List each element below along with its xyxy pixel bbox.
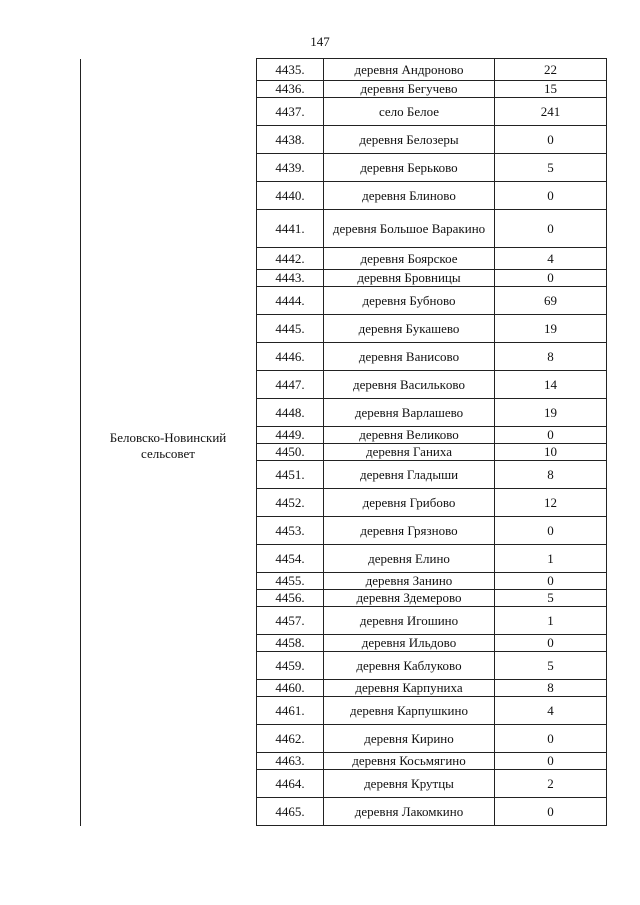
population-value: 0 (495, 753, 607, 770)
population-value: 12 (495, 489, 607, 517)
settlement-name: деревня Здемерово (324, 590, 495, 607)
table-row (81, 680, 607, 697)
row-number: 4457. (257, 607, 324, 635)
population-value: 0 (495, 517, 607, 545)
population-value: 10 (495, 444, 607, 461)
row-gap-cell (81, 590, 257, 607)
population-value: 5 (495, 154, 607, 182)
row-gap-cell (81, 697, 257, 725)
settlement-name: деревня Бровницы (324, 270, 495, 287)
row-gap-cell (81, 182, 257, 210)
settlement-name: деревня Карпушкино (324, 697, 495, 725)
row-number: 4437. (257, 98, 324, 126)
district-name-line-2: сельсовет (141, 446, 195, 461)
table-row (81, 573, 607, 590)
settlement-name: деревня Занино (324, 573, 495, 590)
table-row (81, 270, 607, 287)
population-value: 0 (495, 270, 607, 287)
row-number: 4450. (257, 444, 324, 461)
row-number: 4445. (257, 315, 324, 343)
row-number: 4459. (257, 652, 324, 680)
table-row (81, 461, 607, 489)
row-number: 4452. (257, 489, 324, 517)
table-row (81, 399, 607, 427)
population-value: 0 (495, 210, 607, 248)
row-gap-cell (81, 725, 257, 753)
row-gap-cell (81, 652, 257, 680)
settlement-name: деревня Бубново (324, 287, 495, 315)
row-gap-cell (81, 635, 257, 652)
row-number: 4453. (257, 517, 324, 545)
population-value: 4 (495, 248, 607, 270)
row-number: 4436. (257, 81, 324, 98)
table-row (81, 98, 607, 126)
population-value: 15 (495, 81, 607, 98)
population-value: 22 (495, 59, 607, 81)
settlement-name: деревня Елино (324, 545, 495, 573)
population-value: 14 (495, 371, 607, 399)
row-gap-cell (81, 270, 257, 287)
row-number: 4455. (257, 573, 324, 590)
population-value: 19 (495, 315, 607, 343)
population-value: 0 (495, 635, 607, 652)
row-gap-cell (81, 287, 257, 315)
settlement-name: деревня Гладыши (324, 461, 495, 489)
row-gap-cell (81, 343, 257, 371)
district-name-line-1: Беловско-Новинский (109, 430, 227, 445)
settlement-name: деревня Ванисово (324, 343, 495, 371)
settlement-name: деревня Лакомкино (324, 798, 495, 826)
settlement-name: село Белое (324, 98, 495, 126)
population-value: 0 (495, 725, 607, 753)
row-gap-cell (81, 98, 257, 126)
row-number: 4461. (257, 697, 324, 725)
row-number: 4458. (257, 635, 324, 652)
settlement-name: деревня Кирино (324, 725, 495, 753)
population-value: 19 (495, 399, 607, 427)
row-number: 4438. (257, 126, 324, 154)
table-row (81, 607, 607, 635)
settlement-name: деревня Грязново (324, 517, 495, 545)
population-value: 2 (495, 770, 607, 798)
table-row (81, 343, 607, 371)
row-gap-cell (81, 126, 257, 154)
row-gap-cell (81, 371, 257, 399)
table-row (81, 725, 607, 753)
population-value: 0 (495, 573, 607, 590)
table-row (81, 371, 607, 399)
settlement-name: деревня Бегучево (324, 81, 495, 98)
table-row (81, 81, 607, 98)
row-gap-cell (81, 770, 257, 798)
row-gap-cell (81, 573, 257, 590)
row-number: 4460. (257, 680, 324, 697)
table-row (81, 59, 607, 81)
row-number: 4448. (257, 399, 324, 427)
row-gap-cell (81, 607, 257, 635)
row-number: 4462. (257, 725, 324, 753)
population-value: 0 (495, 126, 607, 154)
row-gap-cell (81, 248, 257, 270)
population-value: 4 (495, 697, 607, 725)
settlement-name: деревня Игошино (324, 607, 495, 635)
table-row (81, 770, 607, 798)
row-gap-cell (81, 154, 257, 182)
row-number: 4441. (257, 210, 324, 248)
district-name (80, 430, 256, 462)
table-row (81, 154, 607, 182)
table-row (81, 545, 607, 573)
table-row (81, 248, 607, 270)
table-row (81, 315, 607, 343)
page-number: 147 (310, 34, 330, 49)
row-gap-cell (81, 399, 257, 427)
table-row (81, 798, 607, 826)
row-gap-cell (81, 798, 257, 826)
row-gap-cell (81, 210, 257, 248)
settlement-name: деревня Варлашево (324, 399, 495, 427)
population-value: 8 (495, 461, 607, 489)
population-value: 5 (495, 652, 607, 680)
population-value: 5 (495, 590, 607, 607)
population-value: 1 (495, 607, 607, 635)
settlement-name: деревня Белозеры (324, 126, 495, 154)
table-row (81, 126, 607, 154)
table-row (81, 489, 607, 517)
settlement-name: деревня Букашево (324, 315, 495, 343)
settlement-name: деревня Карпуниха (324, 680, 495, 697)
settlement-name: деревня Большое Варакино (324, 210, 495, 248)
settlement-name: деревня Берьково (324, 154, 495, 182)
settlement-name: деревня Василькoво (324, 371, 495, 399)
row-number: 4443. (257, 270, 324, 287)
row-number: 4446. (257, 343, 324, 371)
population-value: 0 (495, 427, 607, 444)
population-value: 69 (495, 287, 607, 315)
table-row (81, 517, 607, 545)
settlement-name: деревня Грибово (324, 489, 495, 517)
settlement-name: деревня Андроново (324, 59, 495, 81)
settlement-name: деревня Ильдово (324, 635, 495, 652)
row-gap-cell (81, 315, 257, 343)
population-value: 0 (495, 798, 607, 826)
row-gap-cell (81, 680, 257, 697)
row-number: 4454. (257, 545, 324, 573)
row-gap-cell (81, 81, 257, 98)
table-row (81, 697, 607, 725)
settlement-name: деревня Каблуково (324, 652, 495, 680)
row-gap-cell (81, 59, 257, 81)
table-row (81, 590, 607, 607)
table-row (81, 287, 607, 315)
row-number: 4456. (257, 590, 324, 607)
settlement-name: деревня Великово (324, 427, 495, 444)
row-number: 4444. (257, 287, 324, 315)
table-row (81, 210, 607, 248)
row-number: 4435. (257, 59, 324, 81)
row-number: 4442. (257, 248, 324, 270)
row-number: 4464. (257, 770, 324, 798)
row-number: 4451. (257, 461, 324, 489)
population-value: 8 (495, 343, 607, 371)
row-number: 4465. (257, 798, 324, 826)
population-value: 1 (495, 545, 607, 573)
row-gap-cell (81, 461, 257, 489)
settlement-name: деревня Боярское (324, 248, 495, 270)
settlement-name: деревня Блиново (324, 182, 495, 210)
row-number: 4440. (257, 182, 324, 210)
settlement-name: деревня Ганиха (324, 444, 495, 461)
row-gap-cell (81, 545, 257, 573)
population-value: 0 (495, 182, 607, 210)
row-number: 4447. (257, 371, 324, 399)
table-row (81, 753, 607, 770)
row-gap-cell (81, 753, 257, 770)
table-row (81, 652, 607, 680)
row-number: 4449. (257, 427, 324, 444)
population-value: 241 (495, 98, 607, 126)
settlement-name: деревня Косьмягино (324, 753, 495, 770)
population-value: 8 (495, 680, 607, 697)
row-gap-cell (81, 517, 257, 545)
row-gap-cell (81, 489, 257, 517)
table-row (81, 635, 607, 652)
settlement-name: деревня Крутцы (324, 770, 495, 798)
row-number: 4439. (257, 154, 324, 182)
table-row (81, 182, 607, 210)
row-number: 4463. (257, 753, 324, 770)
